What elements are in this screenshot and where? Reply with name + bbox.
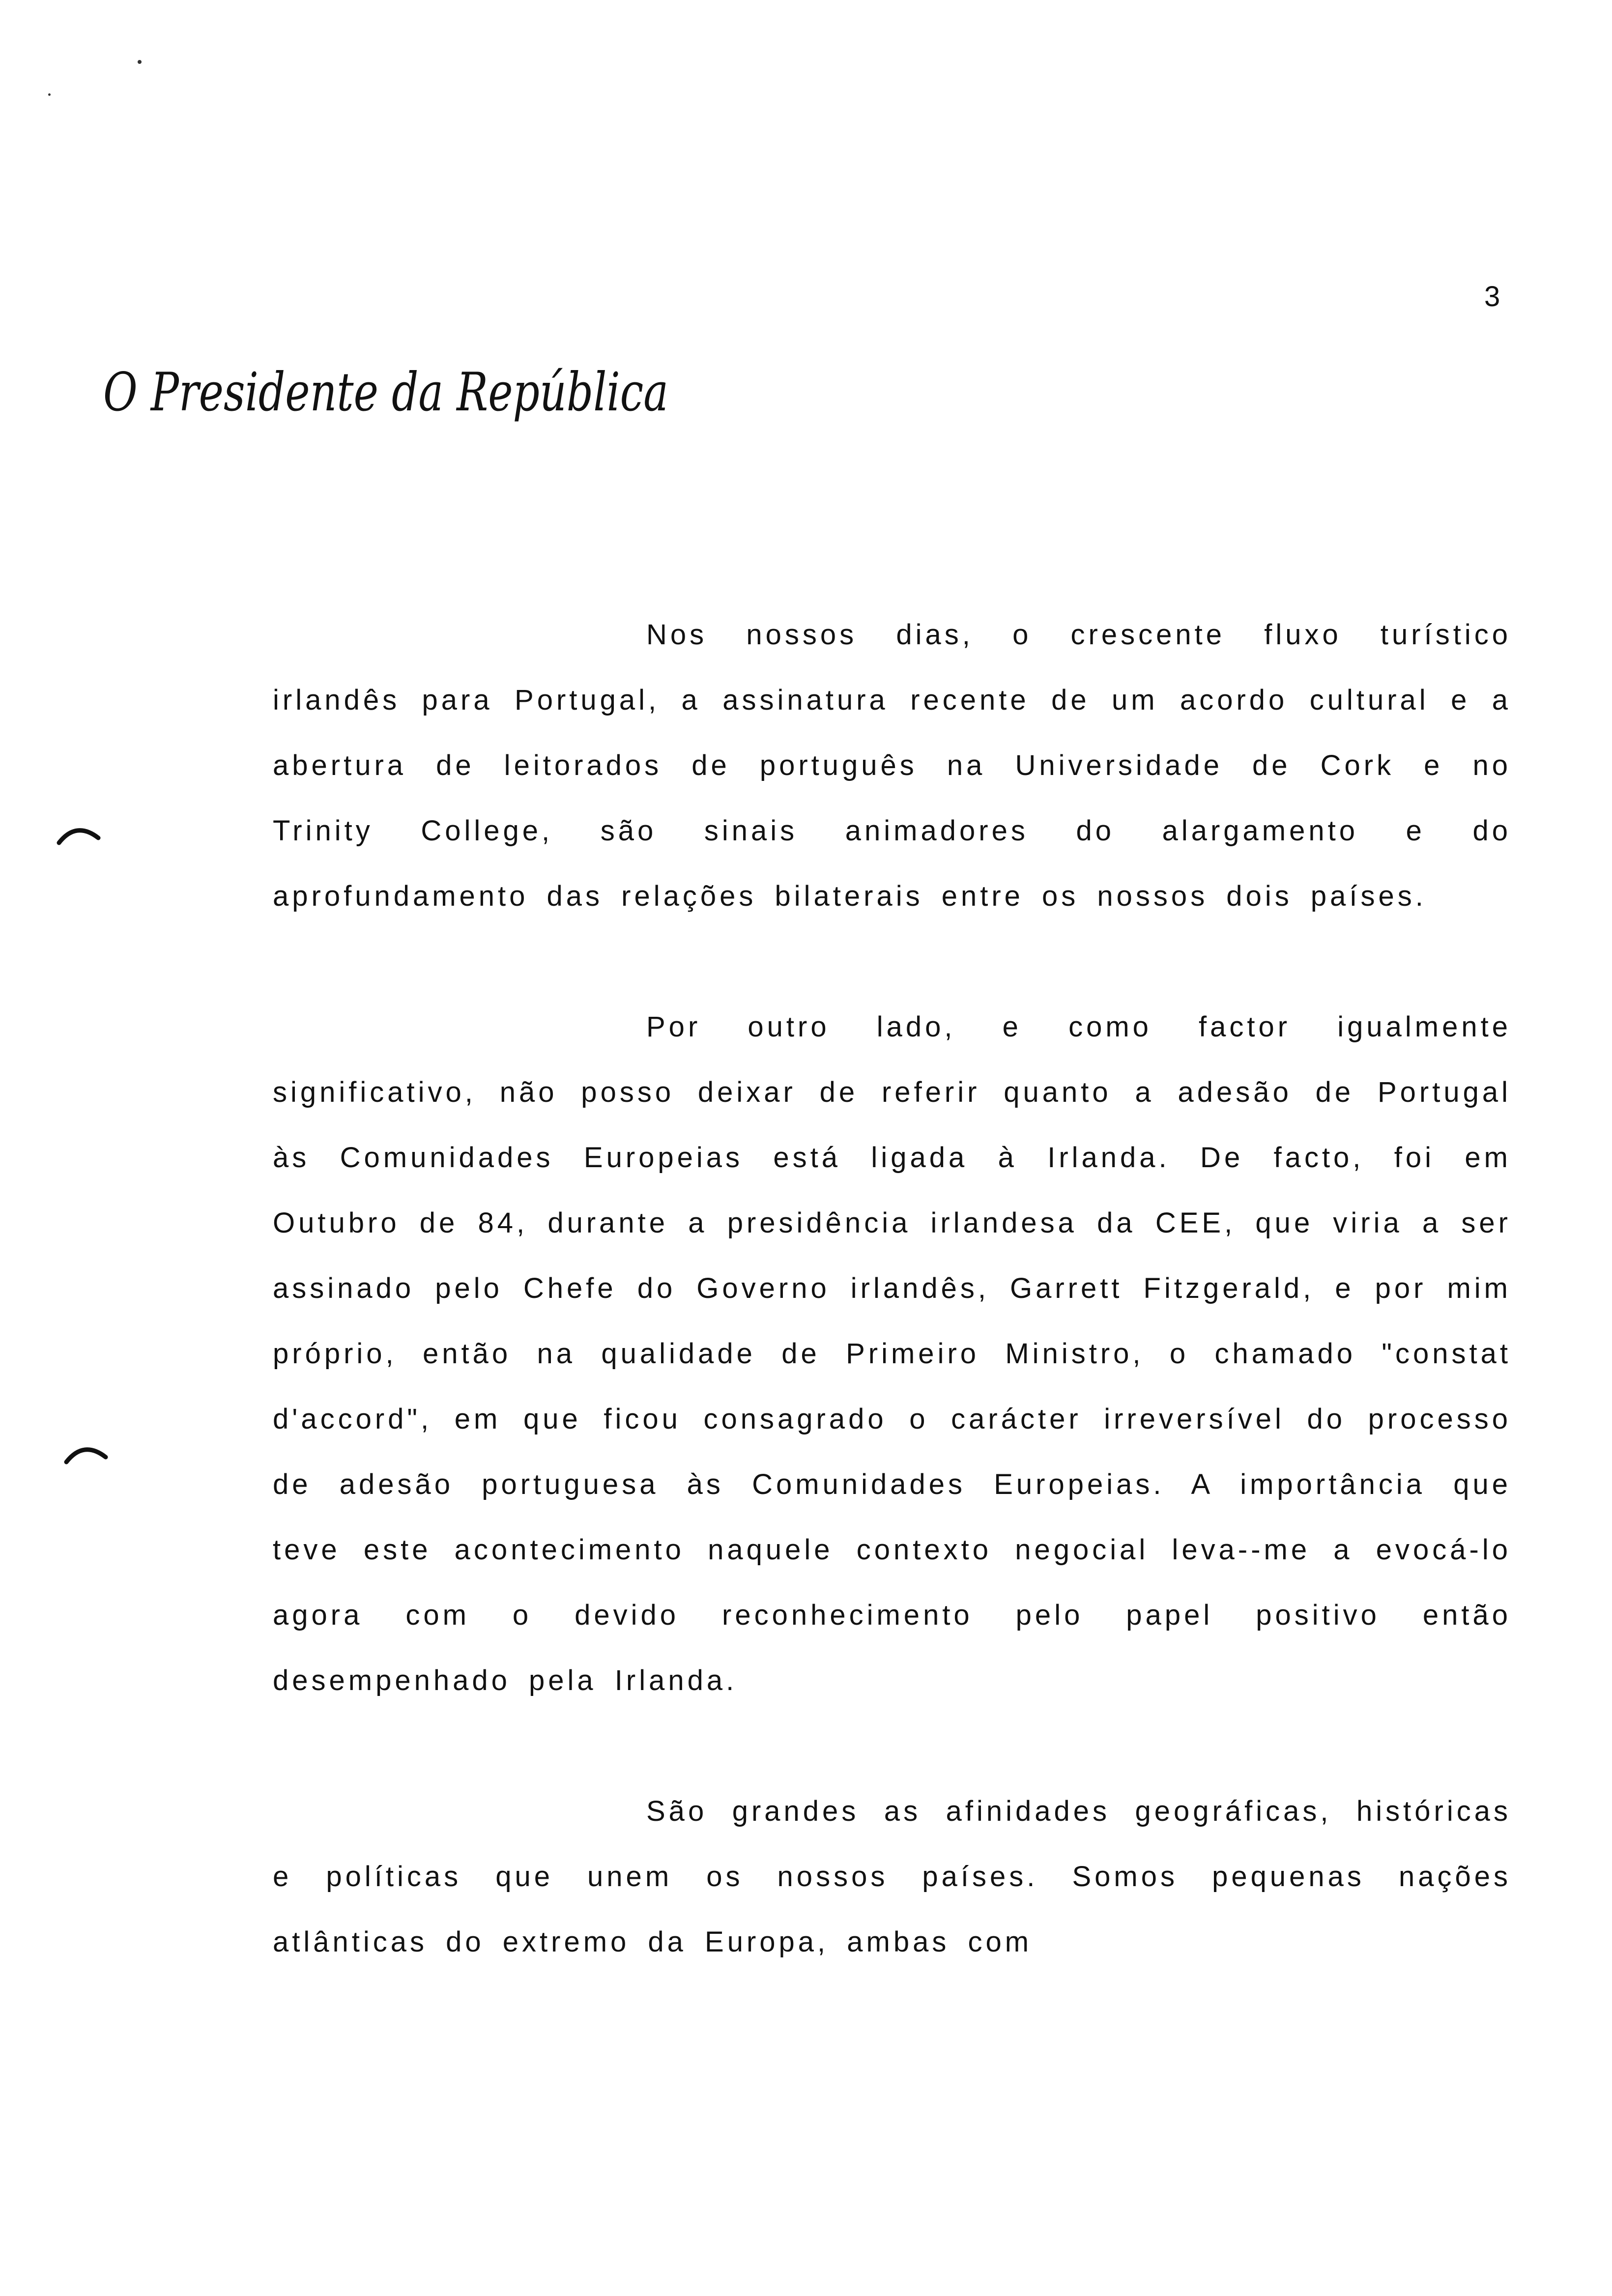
letterhead <box>98 344 678 442</box>
letterhead-text: O Presidente da República <box>103 362 668 423</box>
scan-speck <box>138 60 142 64</box>
paragraph: São grandes as afinidades geográficas, históricas e políticas que unem os nossos países. Somos pequenas nações atlânticas do extremo da Europa, ambas com <box>273 1795 1511 1958</box>
paragraph: Nos nossos dias, o crescente fluxo turístico irlandês para Portugal, a assinatura recente de um acordo cultural e a abertura de leitorados de português na Universidade de Cork e no Trinity College, são sinais animadores do alargamento e do aprofundamento das relações bilaterais entre os nossos dois países. <box>273 619 1511 912</box>
body-text <box>273 602 1511 1975</box>
punch-hole-mark <box>64 1437 108 1467</box>
page-number: 3 <box>1484 281 1500 313</box>
letterhead-script-icon <box>98 344 678 442</box>
paragraph: Por outro lado, e como factor igualmente significativo, não posso deixar de referir quanto a adesão de Portugal às Comunidades Europeias está ligada à Irlanda. De facto, foi em Outubro de 84, durante a presidência irlandesa da CEE, que viria a ser assinado pelo Chefe do Governo irlandês, Garrett Fitzgerald, e por mim próprio, então na qualidade de Primeiro Ministro, o chamado "constat d'accord", em que ficou consagrado o carácter irreversível do processo de adesão portuguesa às Comunidades Europeias. A importância que teve este acontecimento naquele contexto negocial leva--me a evocá-lo agora com o devido reconhecimento pelo papel positivo então desempenhado pela Irlanda. <box>273 1011 1511 1696</box>
scan-speck <box>48 93 51 96</box>
punch-hole-mark <box>57 818 101 848</box>
